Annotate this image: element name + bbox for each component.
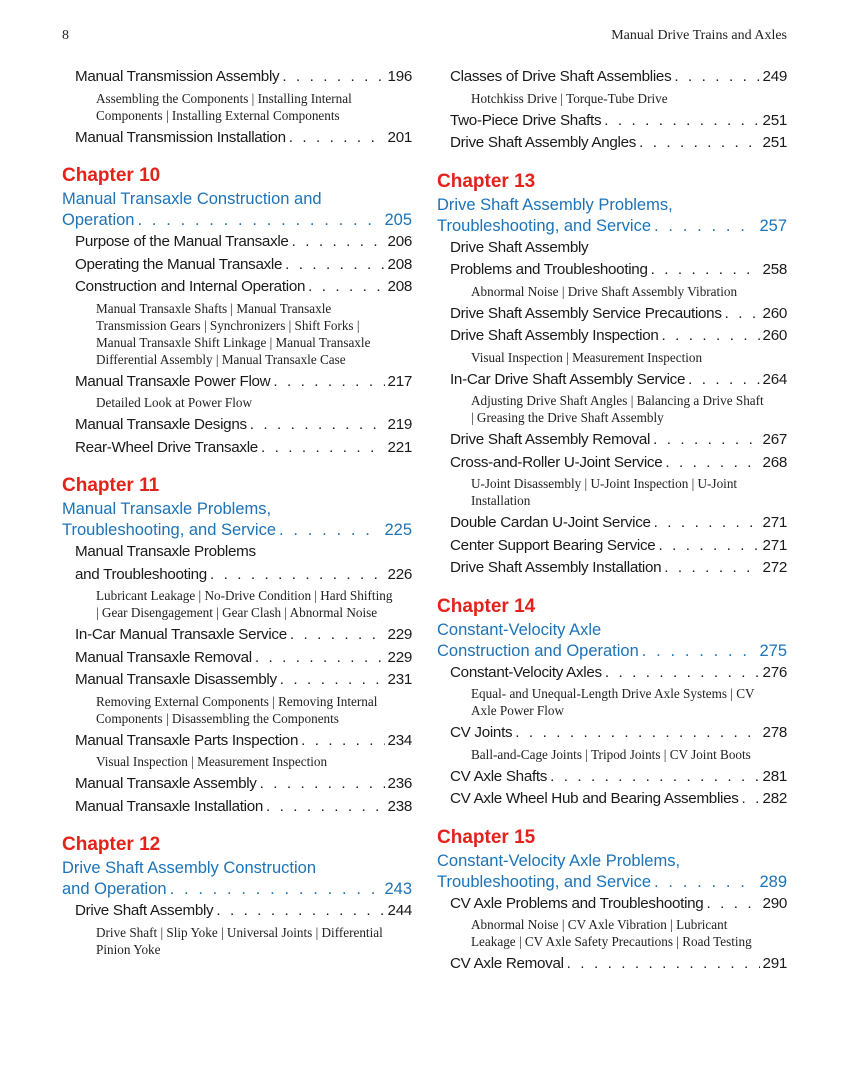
entry-title: Rear-Wheel Drive Transaxle	[75, 438, 258, 456]
toc-entry[interactable]	[62, 127, 412, 150]
toc-entry[interactable]	[62, 541, 412, 586]
page-number: 244	[387, 902, 412, 919]
page-number: 258	[762, 261, 787, 278]
entry-title: Drive Shaft Assembly Service Precautions	[450, 304, 722, 322]
entry-subtopics: Abnormal Noise | Drive Shaft Assembly Vibration	[471, 283, 738, 299]
chapter-title-line: Operation	[62, 211, 135, 229]
toc-entry[interactable]	[437, 512, 787, 535]
toc-right-column	[437, 66, 787, 976]
entry-title: Manual Transaxle Parts Inspection	[75, 731, 299, 749]
entry-subtopics: Assembling the Components | Installing Internal Components | Installing External Components	[96, 90, 352, 123]
page-number: 231	[387, 671, 412, 688]
chapter-title-line: Troubleshooting, and Service	[437, 872, 652, 891]
toc-entry[interactable]	[62, 647, 412, 670]
page-number: 278	[762, 724, 787, 741]
page-number: 249	[762, 68, 787, 85]
page-number: 257	[759, 216, 787, 235]
entry-subtopics: Manual Transaxle Shafts | Manual Transaxle Transmission Gears | Synchronizers | Shift Forks | Manual Transaxle Shift Linkage | Manual Transaxle Differential Assembly | Manual Transaxle Case	[96, 300, 371, 367]
chapter-title-line: Construction and Operation	[437, 641, 639, 660]
page-number: 234	[387, 731, 412, 749]
page-number: 272	[762, 559, 787, 576]
entry-title: In-Car Drive Shaft Assembly Service	[450, 370, 686, 388]
toc-entry[interactable]	[437, 452, 787, 475]
entry-title: Manual Transaxle Installation	[75, 797, 264, 815]
chapter-title[interactable]	[62, 189, 412, 231]
entry-title: Problems and Troubleshooting	[450, 261, 648, 278]
page-number: 226	[387, 565, 412, 583]
entry-title: Manual Transaxle Removal	[75, 648, 252, 666]
chapter-title[interactable]	[437, 195, 787, 237]
page-number: 243	[384, 880, 412, 898]
entry-title: and Troubleshooting	[75, 565, 207, 583]
entry-title: CV Axle Removal	[450, 955, 564, 972]
toc-entry[interactable]	[437, 557, 787, 580]
page-number: 251	[762, 111, 787, 129]
page-number: 201	[387, 128, 412, 146]
page-number: 282	[762, 790, 787, 807]
entry-title: Operating the Manual Transaxle	[75, 255, 283, 273]
running-title: Manual Drive Trains and Axles	[611, 28, 787, 43]
page-number: 208	[387, 278, 412, 295]
toc-entry[interactable]	[437, 535, 787, 558]
entry-subtopics: Adjusting Drive Shaft Angles | Balancing a Drive Shaft | Greasing the Drive Shaft Assembly	[471, 393, 764, 425]
chapter-heading: Chapter 13	[437, 170, 536, 192]
toc-entry[interactable]	[437, 788, 787, 811]
page-number: 208	[387, 255, 412, 273]
entry-title: Manual Transaxle Disassembly	[75, 671, 277, 688]
page-number: 236	[387, 775, 412, 792]
entry-subtopics: Visual Inspection | Measurement Inspection	[471, 349, 703, 365]
page-number: 275	[759, 641, 787, 660]
entry-title: CV Axle Problems and Troubleshooting	[450, 894, 704, 912]
toc-entry[interactable]	[62, 437, 412, 460]
entry-subtopics: Drive Shaft | Slip Yoke | Universal Joints | Differential Pinion Yoke	[96, 924, 383, 957]
page-number: 260	[762, 327, 787, 344]
entry-subtopics: Lubricant Leakage | No-Drive Condition | Hard Shifting | Gear Disengagement | Gear Clash | Abnormal Noise	[96, 588, 393, 620]
entry-title: Double Cardan U-Joint Service	[450, 514, 651, 531]
toc-entry[interactable]	[437, 132, 787, 155]
entry-title: Drive Shaft Assembly Installation	[450, 559, 662, 576]
entry-subtopics: U-Joint Disassembly | U-Joint Inspection | U-Joint Installation	[471, 476, 738, 508]
page-number: 238	[387, 797, 412, 815]
entry-title: Construction and Internal Operation	[75, 278, 306, 295]
page-number: 217	[387, 372, 412, 390]
entry-title: Manual Transaxle Assembly	[75, 775, 257, 792]
chapter-title-line: Manual Transaxle Problems,	[62, 500, 272, 518]
entry-title: CV Axle Shafts	[450, 767, 548, 785]
entry-subtopics: Equal- and Unequal-Length Drive Axle Systems | CV Axle Power Flow	[471, 686, 755, 718]
toc-entry[interactable]	[62, 66, 412, 89]
toc-entry[interactable]	[437, 662, 787, 685]
page-number: 229	[387, 648, 412, 666]
entry-title: Drive Shaft Assembly	[75, 902, 214, 919]
toc-entry[interactable]	[437, 893, 787, 916]
chapter-heading: Chapter 15	[437, 826, 536, 848]
toc-entry[interactable]	[62, 371, 412, 394]
entry-title: Constant-Velocity Axles	[450, 663, 602, 681]
entry-title: Manual Transaxle Problems	[75, 543, 256, 560]
page-number: 267	[762, 431, 787, 448]
chapter-heading: Chapter 12	[62, 834, 161, 855]
toc-entry[interactable]	[62, 414, 412, 437]
chapter-title-line: Drive Shaft Assembly Construction	[62, 859, 317, 877]
toc-entry[interactable]	[62, 730, 412, 753]
page-header	[62, 28, 787, 46]
entry-title: CV Axle Wheel Hub and Bearing Assemblies	[450, 790, 739, 807]
entry-title: Manual Transmission Assembly	[75, 68, 280, 85]
page-number: 205	[384, 211, 412, 229]
page-number: 251	[762, 134, 787, 151]
chapter-title[interactable]	[437, 851, 787, 893]
toc-entry[interactable]	[437, 766, 787, 789]
page-number: 271	[762, 536, 787, 554]
page-number: 271	[762, 514, 787, 531]
entry-title: Classes of Drive Shaft Assemblies	[450, 68, 672, 85]
chapter-title-line: Troubleshooting, and Service	[62, 521, 277, 539]
page-number: 276	[762, 663, 787, 681]
toc-entry[interactable]	[437, 369, 787, 392]
page-number: 268	[762, 453, 787, 471]
page-number: 8	[62, 28, 69, 43]
page-number: 229	[387, 626, 412, 643]
chapter-title[interactable]	[62, 858, 412, 900]
toc-entry[interactable]	[437, 429, 787, 452]
entry-subtopics: Abnormal Noise | CV Axle Vibration | Lubricant Leakage | CV Axle Safety Precautions | Road Testing	[471, 917, 752, 949]
toc-entry[interactable]	[62, 276, 412, 299]
chapter-title-line: Troubleshooting, and Service	[437, 216, 652, 235]
entry-title: Manual Transaxle Power Flow	[75, 372, 271, 390]
entry-title: In-Car Manual Transaxle Service	[75, 626, 287, 643]
toc-entry[interactable]	[62, 254, 412, 277]
toc-entry[interactable]	[62, 231, 412, 254]
entry-title: CV Joints	[450, 724, 513, 741]
chapter-title[interactable]	[62, 499, 412, 541]
entry-title: Drive Shaft Assembly Removal	[450, 431, 651, 448]
page-number: 281	[762, 767, 787, 785]
toc-entry[interactable]	[62, 669, 412, 692]
entry-title: Purpose of the Manual Transaxle	[75, 233, 289, 250]
page-number: 221	[387, 438, 412, 456]
toc-entry[interactable]	[437, 325, 787, 348]
entry-subtopics: Detailed Look at Power Flow	[96, 395, 253, 410]
entry-title: Manual Transaxle Designs	[75, 416, 247, 433]
chapter-heading: Chapter 14	[437, 595, 536, 617]
page-number: 260	[762, 304, 787, 322]
chapter-title[interactable]	[437, 620, 787, 662]
page-number: 290	[762, 894, 787, 912]
page-number: 219	[387, 416, 412, 433]
toc-entry[interactable]	[437, 110, 787, 133]
entry-title: Drive Shaft Assembly	[450, 238, 589, 256]
page-number: 264	[762, 370, 787, 388]
toc-entry[interactable]	[437, 237, 787, 282]
entry-title: Manual Transmission Installation	[75, 128, 286, 146]
page-number: 196	[387, 68, 412, 85]
chapter-title-line: and Operation	[62, 880, 167, 898]
entry-title: Two-Piece Drive Shafts	[450, 111, 602, 129]
chapter-title-line: Constant-Velocity Axle Problems,	[437, 851, 681, 870]
toc-entry[interactable]	[437, 66, 787, 89]
toc-entry[interactable]	[437, 722, 787, 745]
entry-subtopics: Ball-and-Cage Joints | Tripod Joints | CV Joint Boots	[471, 746, 751, 762]
entry-title: Drive Shaft Assembly Angles	[450, 134, 637, 151]
entry-subtopics: Removing External Components | Removing Internal Components | Disassembling the Components	[96, 693, 378, 726]
toc-entry[interactable]	[62, 624, 412, 647]
chapter-title-line: Drive Shaft Assembly Problems,	[437, 195, 673, 214]
chapter-heading: Chapter 10	[62, 165, 161, 186]
entry-title: Cross-and-Roller U-Joint Service	[450, 453, 663, 471]
toc-entry[interactable]	[62, 773, 412, 796]
page-number: 289	[759, 872, 787, 891]
toc-entry[interactable]	[62, 796, 412, 819]
toc-entry[interactable]	[62, 900, 412, 923]
chapter-title-line: Constant-Velocity Axle	[437, 620, 602, 639]
toc-left-column	[62, 66, 412, 961]
toc-entry[interactable]	[437, 953, 787, 976]
chapter-heading: Chapter 11	[62, 475, 160, 496]
page-number: 206	[387, 233, 412, 250]
entry-subtopics: Visual Inspection | Measurement Inspection	[96, 754, 328, 769]
page-number: 225	[384, 521, 412, 539]
entry-title: Drive Shaft Assembly Inspection	[450, 327, 659, 344]
entry-subtopics: Hotchkiss Drive | Torque-Tube Drive	[471, 90, 668, 106]
chapter-title-line: Manual Transaxle Construction and	[62, 190, 322, 208]
toc-entry[interactable]	[437, 303, 787, 326]
entry-title: Center Support Bearing Service	[450, 536, 656, 554]
page-number: 291	[762, 955, 787, 972]
